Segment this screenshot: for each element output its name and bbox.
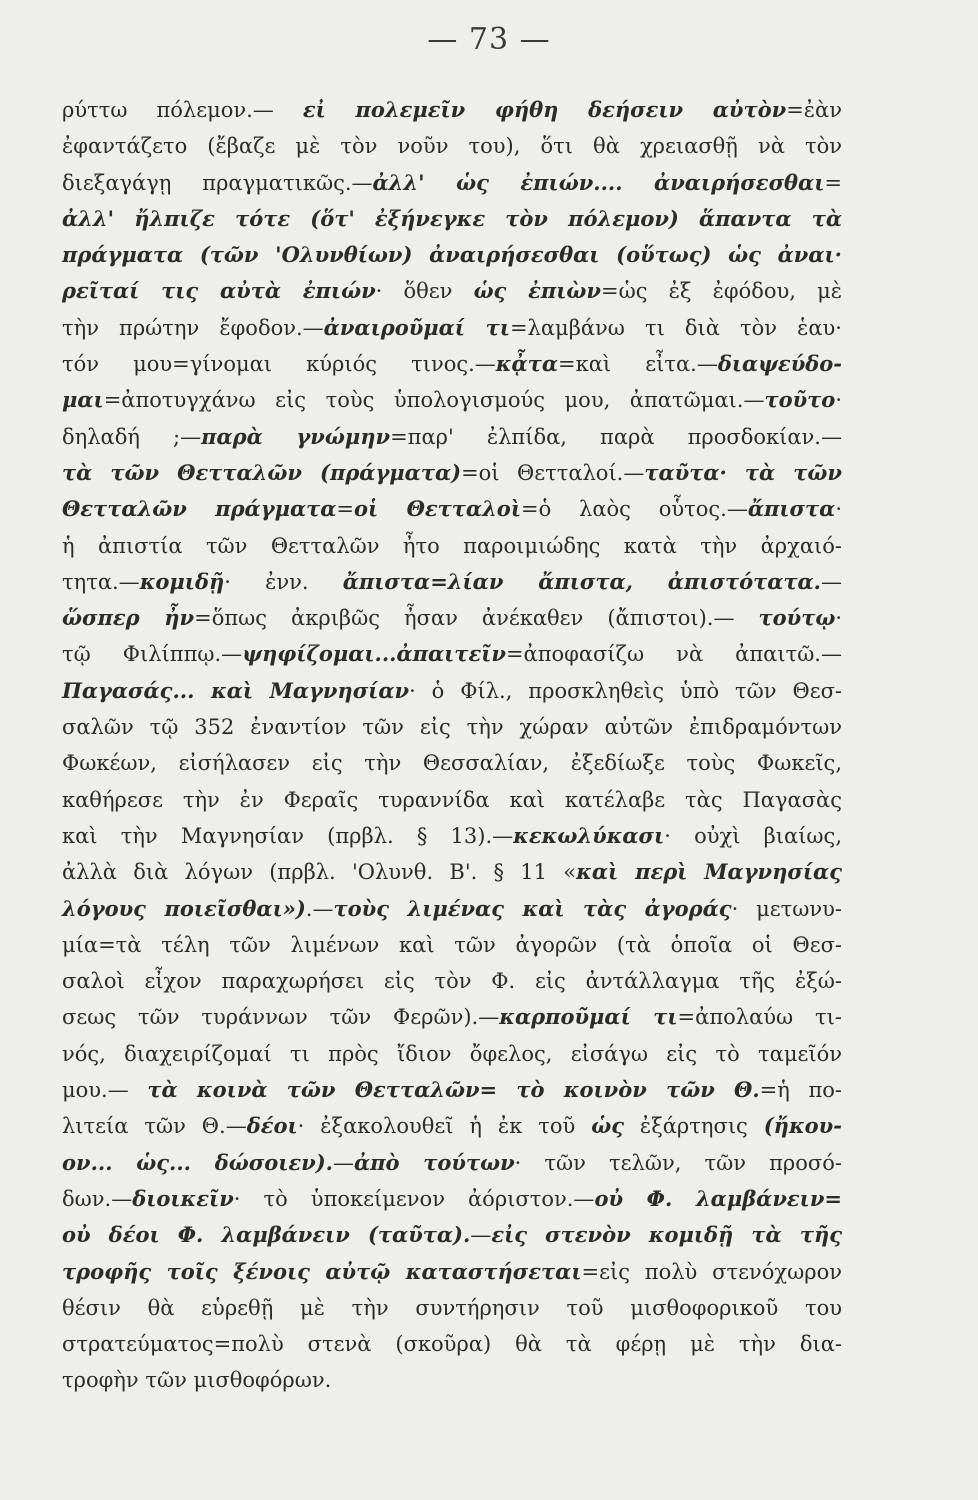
text-line	[62, 745, 842, 781]
text-line	[62, 1290, 842, 1326]
text-run: δηλαδή ;—	[62, 424, 202, 449]
text-run: ·	[835, 606, 843, 631]
lemma-text: ὡς	[591, 1113, 624, 1139]
text-run: Φωκέων, εἰσήλασεν εἰς τὴν Θεσσαλίαν, ἐξεδίωξε τοὺς Φωκεῖς,	[62, 751, 842, 776]
text-run: · ὁ Φίλ., προσκληθεὶς ὑπὸ τῶν Θεσ-	[409, 678, 842, 703]
text-line	[62, 382, 842, 418]
text-run: =ἡ πο-	[759, 1078, 842, 1103]
text-run: μου.—	[62, 1078, 148, 1103]
lemma-text: ὡς ἐπιὼν	[473, 278, 601, 304]
text-line	[62, 1362, 842, 1398]
lemma-text: οὐ δέοι Φ. λαμβάνειν (ταῦτα).	[62, 1222, 471, 1248]
lemma-text: ψηφίζομαι...ἀπαιτεῖν	[242, 641, 506, 667]
lemma-text: ἀλλ' ὡς ἐπιών.... ἀναιρήσεσθαι	[372, 169, 825, 195]
text-run: καὶ τὴν Μαγνησίαν (πρβλ. § 13).—	[62, 823, 514, 848]
text-run: —	[470, 1223, 492, 1248]
text-run: =ἀποτυγχάνω εἰς τοὺς ὑπολογισμούς μου, ἀπατῶμαι.—	[103, 388, 765, 413]
text-run: —	[821, 569, 842, 594]
text-run: · ὅθεν	[375, 279, 474, 304]
commentary-text	[62, 92, 842, 1399]
lemma-text: ταῦτα· τὰ τῶν	[644, 459, 842, 485]
text-line	[62, 600, 842, 636]
lemma-text: (ἤκου-	[763, 1113, 842, 1139]
lemma-text: ἄπιστα=λίαν ἄπιστα, ἀπιστότατα.	[342, 568, 821, 594]
text-run: τροφὴν τῶν μισθοφόρων.	[62, 1368, 332, 1393]
text-run: θέσιν θὰ εὑρεθῇ μὲ τὴν συντήρησιν τοῦ μισθοφορικοῦ του	[62, 1295, 842, 1320]
lemma-text: κομιδῇ	[139, 568, 225, 594]
lemma-text: οὐ Φ. λαμβάνειν=	[594, 1185, 842, 1211]
text-line	[62, 709, 842, 745]
lemma-text: καὶ περὶ Μαγνησίας	[576, 859, 842, 885]
lemma-text: πράγματα (τῶν 'Ολυνθίων) ἀναιρήσεσθαι (οὕτως) ὡς ἀναι·	[62, 242, 842, 268]
text-run: ρύττω πόλεμον.—	[62, 98, 303, 122]
lemma-text: καρποῦμαί τι	[499, 1004, 678, 1030]
text-run: ἐφαντάζετο (ἔβαζε μὲ τὸν νοῦν του), ὅτι θὰ χρειασθῇ νὰ τὸν	[62, 134, 842, 159]
text-run: · ἐξακολουθεῖ ἡ ἐκ τοῦ	[297, 1114, 592, 1139]
lemma-text: τοῦτο	[764, 387, 836, 413]
text-line	[62, 1181, 842, 1217]
text-line	[62, 1326, 842, 1362]
text-line	[62, 636, 842, 672]
text-line	[62, 201, 842, 237]
text-line	[62, 1217, 842, 1253]
text-run: =ἐὰν	[786, 98, 842, 122]
text-run: νός, διαχειρίζομαί τι πρὸς ἴδιον ὄφελος, εἰσάγω εἰς τὸ ταμεῖόν	[62, 1041, 842, 1066]
text-run: =	[336, 497, 354, 522]
text-run: · μετωνυ-	[731, 896, 842, 921]
lemma-text: εἰ πολεμεῖν φήθη δεήσειν αὐτὸν	[302, 97, 787, 122]
text-line	[62, 346, 842, 382]
text-run: =	[824, 170, 842, 195]
text-run: =ὡς ἐξ ἐφόδου, μὲ	[601, 279, 843, 304]
text-run: λιτεία τῶν Θ.—	[62, 1114, 247, 1139]
text-run: ·	[835, 388, 842, 413]
lemma-text: τούτῳ	[758, 605, 836, 631]
text-run: =εἰς πολὺ στενόχωρον	[581, 1259, 842, 1284]
lemma-text: διοικεῖν	[132, 1185, 234, 1211]
text-line	[62, 310, 842, 346]
text-run: =καὶ εἶτα.—	[558, 352, 718, 377]
text-run: =ἀπολαύω τι-	[677, 1005, 842, 1030]
text-run: σαλῶν τῷ 352 ἐναντίον τῶν εἰς τὴν χώραν αὐτῶν ἐπιδραμόντων	[62, 715, 842, 740]
text-run: ἐξάρτησις	[624, 1114, 764, 1139]
text-line	[62, 927, 842, 963]
text-run: σαλοὶ εἶχον παραχωρήσει εἰς τὸν Φ. εἰς ἀντάλλαγμα τῆς ἐξώ-	[62, 969, 842, 994]
lemma-text: δέοι	[246, 1113, 298, 1139]
text-run: =ὅπως ἀκριβῶς ἦσαν ἀνέκαθεν (ἄπιστοι).—	[194, 606, 759, 631]
text-line	[62, 92, 842, 128]
lemma-text: τὰ κοινὰ τῶν Θετταλῶν= τὸ κοινὸν τῶν Θ.	[147, 1077, 760, 1103]
text-line	[62, 891, 842, 927]
text-line	[62, 999, 842, 1035]
lemma-text: κεκωλύκασι	[513, 822, 665, 848]
text-run: =λαμβάνω τι διὰ τὸν ἑαυ·	[509, 315, 842, 340]
text-run: =οἱ Θετταλοί.—	[461, 460, 645, 485]
lemma-text: ἀναιροῦμαί τι	[323, 314, 510, 340]
text-line	[62, 963, 842, 999]
text-run: τὴν πρώτην ἔφοδον.—	[62, 315, 324, 340]
text-run: καθήρεσε τὴν ἐν Φεραῖς τυραννίδα καὶ κατέλαβε τὰς Παγασὰς	[62, 787, 842, 812]
text-run: ἀλλὰ διὰ λόγων (πρβλ. 'Ολυνθ. Β'. § 11 «	[62, 860, 577, 885]
text-run: σεως τῶν τυράννων τῶν Φερῶν).—	[62, 1005, 500, 1030]
lemma-text: λόγους ποιεῖσθαι»)	[62, 895, 306, 921]
text-line	[62, 455, 842, 491]
lemma-text: ἀπὸ τούτων	[353, 1149, 515, 1175]
lemma-text: Παγασάς... καὶ Μαγνησίαν	[62, 677, 410, 703]
text-line	[62, 528, 842, 564]
lemma-text: ρεῖταί τις αὐτὰ ἐπιών	[62, 278, 376, 304]
text-run: =παρ' ἐλπίδα, παρὰ προσδοκίαν.—	[390, 424, 842, 449]
text-line	[62, 782, 842, 818]
lemma-text: τροφῆς τοῖς ξένοις αὐτῷ καταστήσεται	[62, 1258, 582, 1284]
text-run: δων.—	[62, 1186, 133, 1211]
text-run: .—	[305, 896, 334, 921]
lemma-text: παρὰ γνώμην	[201, 423, 391, 449]
text-run: —	[332, 1150, 354, 1175]
lemma-text: ὥσπερ ἦν	[62, 605, 195, 631]
text-line	[62, 673, 842, 709]
text-line	[62, 564, 842, 600]
lemma-text: τὰ τῶν Θετταλῶν (πράγματα)	[62, 459, 462, 485]
text-line	[62, 237, 842, 273]
text-run: στρατεύματος=πολὺ στενὰ (σκοῦρα) θὰ τὰ φέρῃ μὲ τὴν δια-	[62, 1332, 842, 1357]
lemma-text: ἀλλ' ἤλπιζε τότε (ὅτ' ἐξήνεγκε τὸν πόλεμον) ἅπαντα τὰ	[62, 205, 842, 231]
page-number: — 73 —	[427, 22, 551, 57]
text-line	[62, 854, 842, 890]
text-line	[62, 419, 842, 455]
lemma-text: τοὺς λιμένας καὶ τὰς ἀγοράς	[333, 895, 732, 921]
text-line	[62, 1036, 842, 1072]
text-run: τητα.—	[62, 569, 140, 594]
text-line	[62, 273, 842, 309]
text-line	[62, 1145, 842, 1181]
lemma-text: κᾆτα	[495, 351, 558, 377]
text-line	[62, 818, 842, 854]
text-run: · ἐνν.	[224, 569, 343, 594]
text-line	[62, 128, 842, 164]
text-run: · οὐχὶ βιαίως,	[664, 823, 842, 848]
text-run: =ὁ λαὸς οὗτος.—	[520, 497, 748, 522]
text-run: τόν μου=γίνομαι κύριός τινος.—	[62, 352, 496, 377]
text-run: τῷ Φιλίππῳ.—	[62, 642, 243, 667]
text-run: διεξαγάγῃ πραγματικῶς.—	[62, 170, 373, 195]
lemma-text: διαψεύδο-	[717, 351, 842, 377]
lemma-text: Θετταλῶν πράγματα	[62, 496, 337, 522]
text-run: · τὸ ὑποκείμενον ἀόριστον.—	[233, 1186, 595, 1211]
text-run: μία=τὰ τέλη τῶν λιμένων καὶ τῶν ἀγορῶν (τὰ ὁποῖα οἱ Θεσ-	[62, 932, 842, 957]
text-line	[62, 1108, 842, 1144]
text-run: · τῶν τελῶν, τῶν προσό-	[514, 1150, 842, 1175]
text-line	[62, 1072, 842, 1108]
lemma-text: οἱ Θετταλοὶ	[354, 496, 521, 522]
text-line	[62, 491, 842, 527]
lemma-text: ἄπιστα	[747, 496, 836, 522]
text-run: ·	[835, 497, 842, 522]
text-run: ἡ ἀπιστία τῶν Θετταλῶν ἦτο παροιμιώδης κατὰ τὴν ἀρχαιό-	[62, 533, 842, 558]
text-run: =ἀποφασίζω νὰ ἀπαιτῶ.—	[505, 642, 842, 667]
text-line	[62, 1254, 842, 1290]
lemma-text: ον... ὡς... δώσοιεν).	[62, 1149, 333, 1175]
lemma-text: μαι	[62, 387, 104, 413]
text-line	[62, 165, 842, 201]
lemma-text: εἰς στενὸν κομιδῇ τὰ τῆς	[491, 1222, 842, 1248]
